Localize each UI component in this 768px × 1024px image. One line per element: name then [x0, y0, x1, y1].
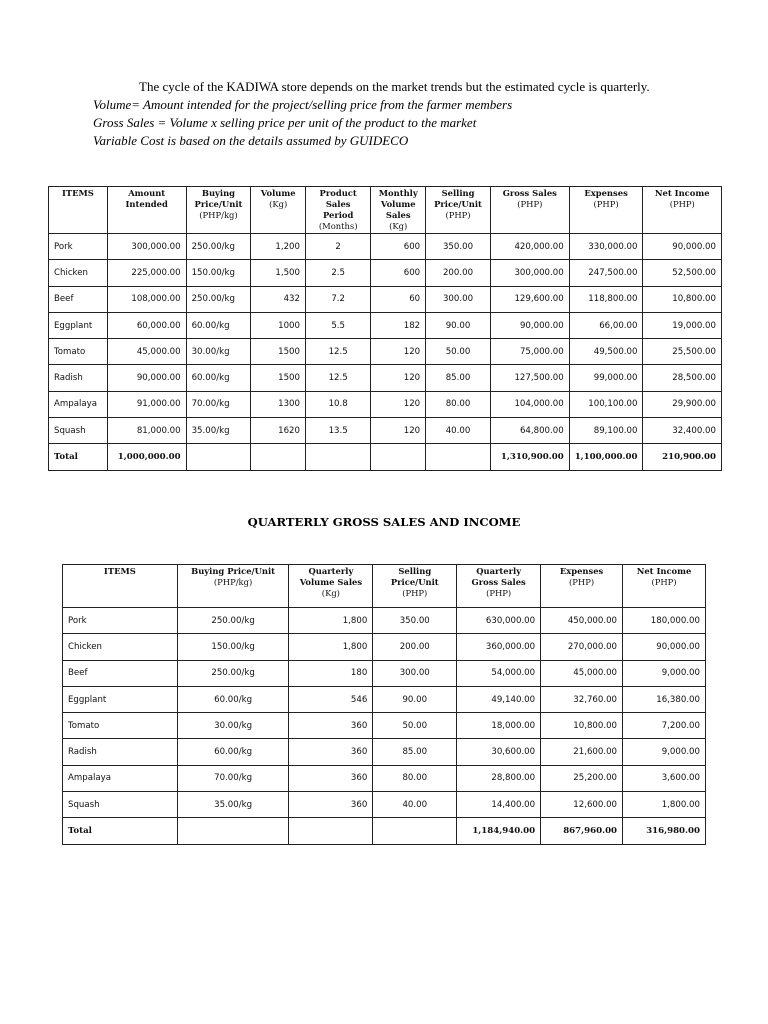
table-cell: 360 — [289, 792, 373, 818]
table-cell — [305, 444, 370, 470]
table-row — [49, 391, 722, 417]
table-cell: 450,000.00 — [541, 608, 623, 634]
table-cell: 250.00/kg — [186, 286, 251, 312]
table-cell: 35.00/kg — [186, 418, 251, 444]
table-cell: 30,600.00 — [457, 739, 541, 765]
header-label: Selling Price/Unit — [434, 188, 482, 209]
item-name-cell: Total — [63, 818, 178, 844]
table-cell: 867,960.00 — [541, 818, 623, 844]
table-cell: 80.00 — [373, 765, 457, 791]
table-cell: 50.00 — [373, 713, 457, 739]
table-cell: 12.5 — [305, 365, 370, 391]
table-cell: 118,800.00 — [569, 286, 643, 312]
item-name-cell: Beef — [63, 660, 178, 686]
item-name-cell: Eggplant — [49, 312, 108, 338]
table-cell: 60 — [371, 286, 426, 312]
column-header — [569, 187, 643, 234]
table-cell: 250.00/kg — [177, 608, 289, 634]
table-cell: 247,500.00 — [569, 260, 643, 286]
table-cell: 19,000.00 — [643, 312, 722, 338]
table-cell: 2.5 — [305, 260, 370, 286]
table-cell: 129,600.00 — [490, 286, 569, 312]
table-cell: 49,500.00 — [569, 339, 643, 365]
table-cell: 45,000.00 — [541, 660, 623, 686]
table-cell: 5.5 — [305, 312, 370, 338]
header-label: Buying Price/Unit — [191, 566, 276, 576]
table-cell: 1,800 — [289, 608, 373, 634]
header-unit: (PHP) — [593, 199, 619, 209]
table-cell: 10,800.00 — [643, 286, 722, 312]
table-cell: 25,200.00 — [541, 765, 623, 791]
table-cell: 150.00/kg — [177, 634, 289, 660]
table-row — [63, 686, 706, 712]
header-unit: (Months) — [318, 221, 358, 231]
table-cell: 70.00/kg — [177, 765, 289, 791]
table-cell: 300,000.00 — [107, 234, 186, 260]
table-cell: 600 — [371, 260, 426, 286]
table-cell: 32,760.00 — [541, 686, 623, 712]
table-cell: 1,800.00 — [623, 792, 706, 818]
table-cell: 28,500.00 — [643, 365, 722, 391]
table-cell: 200.00 — [426, 260, 491, 286]
table-cell — [426, 444, 491, 470]
total-row — [63, 818, 706, 844]
table-cell — [186, 444, 251, 470]
table-cell: 85.00 — [426, 365, 491, 391]
table-cell: 7,200.00 — [623, 713, 706, 739]
intro-paragraph: The cycle of the KADIWA store depends on the market trends but the estimated cycle is quarterly. — [139, 79, 650, 94]
table-cell: 1300 — [251, 391, 306, 417]
note-variable-cost: Variable Cost is based on the details assumed by GUIDECO — [93, 133, 409, 148]
table-cell: 1500 — [251, 365, 306, 391]
table-cell: 99,000.00 — [569, 365, 643, 391]
table-cell: 9,000.00 — [623, 739, 706, 765]
header-label: ITEMS — [61, 188, 94, 198]
table-row — [63, 792, 706, 818]
header-label: Quarterly Gross Sales — [471, 566, 526, 587]
header-label: ITEMS — [103, 566, 136, 576]
item-name-cell: Squash — [63, 792, 178, 818]
intro-text — [93, 78, 693, 150]
item-name-cell: Pork — [49, 234, 108, 260]
table-cell: 49,140.00 — [457, 686, 541, 712]
table-cell: 630,000.00 — [457, 608, 541, 634]
table-cell: 120 — [371, 365, 426, 391]
table-cell: 100,100.00 — [569, 391, 643, 417]
table-cell: 316,980.00 — [623, 818, 706, 844]
table-cell: 104,000.00 — [490, 391, 569, 417]
header-unit: (Kg) — [269, 199, 288, 209]
table-cell: 600 — [371, 234, 426, 260]
table-cell: 200.00 — [373, 634, 457, 660]
table-cell: 210,900.00 — [643, 444, 722, 470]
table-cell: 225,000.00 — [107, 260, 186, 286]
column-header — [623, 565, 706, 608]
table-cell: 30.00/kg — [177, 713, 289, 739]
column-header — [643, 187, 722, 234]
header-unit: (Kg) — [321, 588, 340, 598]
table-cell: 1620 — [251, 418, 306, 444]
table-cell: 54,000.00 — [457, 660, 541, 686]
table-row — [63, 660, 706, 686]
table-cell: 270,000.00 — [541, 634, 623, 660]
table-cell: 21,600.00 — [541, 739, 623, 765]
table-cell: 432 — [251, 286, 306, 312]
table-cell: 91,000.00 — [107, 391, 186, 417]
table-cell: 2 — [305, 234, 370, 260]
header-label: Net Income — [636, 566, 692, 576]
column-header — [426, 187, 491, 234]
quarterly-sales-table — [62, 564, 706, 845]
column-header — [289, 565, 373, 608]
column-header — [107, 187, 186, 234]
table-cell: 10.8 — [305, 391, 370, 417]
table-cell: 250.00/kg — [177, 660, 289, 686]
column-header — [251, 187, 306, 234]
table-cell: 10,800.00 — [541, 713, 623, 739]
table-cell: 28,800.00 — [457, 765, 541, 791]
header-label: Selling Price/Unit — [390, 566, 439, 587]
table-cell: 29,900.00 — [643, 391, 722, 417]
table-row — [49, 260, 722, 286]
table-cell: 350.00 — [373, 608, 457, 634]
table-cell: 150.00/kg — [186, 260, 251, 286]
table-cell: 120 — [371, 418, 426, 444]
item-name-cell: Tomato — [63, 713, 178, 739]
table-cell: 12.5 — [305, 339, 370, 365]
column-header — [373, 565, 457, 608]
table-cell: 25,500.00 — [643, 339, 722, 365]
table-cell: 120 — [371, 339, 426, 365]
table-cell: 64,800.00 — [490, 418, 569, 444]
header-label: Quarterly Volume Sales — [299, 566, 363, 587]
header-unit: (PHP) — [486, 588, 512, 598]
header-unit: (PHP) — [651, 577, 677, 587]
table-cell: 90,000.00 — [643, 234, 722, 260]
column-header — [177, 565, 289, 608]
table-cell: 60.00/kg — [186, 365, 251, 391]
header-label: Buying Price/Unit — [194, 188, 243, 209]
table-cell: 1,100,000.00 — [569, 444, 643, 470]
table-cell: 1,000,000.00 — [107, 444, 186, 470]
table-cell: 1,310,900.00 — [490, 444, 569, 470]
column-header — [186, 187, 251, 234]
table-cell: 350.00 — [426, 234, 491, 260]
table-row — [63, 739, 706, 765]
table-cell — [177, 818, 289, 844]
column-header — [63, 565, 178, 608]
column-header — [305, 187, 370, 234]
table-cell: 1000 — [251, 312, 306, 338]
table-cell: 50.00 — [426, 339, 491, 365]
header-unit: (PHP) — [669, 199, 695, 209]
table-cell: 1,800 — [289, 634, 373, 660]
table-cell: 14,400.00 — [457, 792, 541, 818]
table-cell: 127,500.00 — [490, 365, 569, 391]
table-cell: 180,000.00 — [623, 608, 706, 634]
item-name-cell: Total — [49, 444, 108, 470]
table-cell: 182 — [371, 312, 426, 338]
table-cell: 300,000.00 — [490, 260, 569, 286]
column-header — [457, 565, 541, 608]
column-header — [49, 187, 108, 234]
item-name-cell: Radish — [63, 739, 178, 765]
item-name-cell: Chicken — [63, 634, 178, 660]
table-cell: 360 — [289, 765, 373, 791]
item-name-cell: Ampalaya — [63, 765, 178, 791]
header-unit: (PHP) — [517, 199, 543, 209]
table-cell: 32,400.00 — [643, 418, 722, 444]
table-cell: 9,000.00 — [623, 660, 706, 686]
header-label: Net Income — [654, 188, 710, 198]
table-cell: 60,000.00 — [107, 312, 186, 338]
table-cell: 12,600.00 — [541, 792, 623, 818]
table-cell: 360 — [289, 713, 373, 739]
table-cell: 66,00.00 — [569, 312, 643, 338]
table-cell: 90,000.00 — [623, 634, 706, 660]
table-cell: 30.00/kg — [186, 339, 251, 365]
table-cell — [373, 818, 457, 844]
table-cell: 70.00/kg — [186, 391, 251, 417]
table-row — [49, 312, 722, 338]
table-cell: 1,184,940.00 — [457, 818, 541, 844]
table-cell: 90.00 — [373, 686, 457, 712]
table-cell: 16,380.00 — [623, 686, 706, 712]
header-unit: (PHP/kg) — [213, 577, 253, 587]
table-cell: 1,500 — [251, 260, 306, 286]
note-volume: Volume= Amount intended for the project/selling price from the farmer members — [93, 97, 513, 112]
table-cell: 80.00 — [426, 391, 491, 417]
header-label: Expenses — [559, 566, 604, 576]
table-cell: 330,000.00 — [569, 234, 643, 260]
table-cell: 85.00 — [373, 739, 457, 765]
header-label: Gross Sales — [502, 188, 557, 198]
table-cell: 35.00/kg — [177, 792, 289, 818]
table-cell: 250.00/kg — [186, 234, 251, 260]
item-name-cell: Chicken — [49, 260, 108, 286]
table-cell: 90,000.00 — [490, 312, 569, 338]
table-row — [49, 234, 722, 260]
table-cell — [289, 818, 373, 844]
table-cell: 300.00 — [373, 660, 457, 686]
header-unit: (PHP) — [402, 588, 428, 598]
total-row — [49, 444, 722, 470]
header-unit: (Kg) — [389, 221, 408, 231]
header-unit: (PHP/kg) — [199, 210, 238, 220]
header-label: Volume — [260, 188, 296, 198]
table-cell: 13.5 — [305, 418, 370, 444]
table-cell: 90.00 — [426, 312, 491, 338]
table-cell: 60.00/kg — [186, 312, 251, 338]
section-title: QUARTERLY GROSS SALES AND INCOME — [247, 515, 521, 529]
table-row — [63, 608, 706, 634]
table-row — [49, 286, 722, 312]
table-cell: 60.00/kg — [177, 686, 289, 712]
table-cell: 18,000.00 — [457, 713, 541, 739]
table-cell: 45,000.00 — [107, 339, 186, 365]
table-cell: 1500 — [251, 339, 306, 365]
table-row — [49, 365, 722, 391]
table-cell: 300.00 — [426, 286, 491, 312]
table-cell: 108,000.00 — [107, 286, 186, 312]
header-unit: (PHP) — [445, 210, 471, 220]
table-cell: 180 — [289, 660, 373, 686]
note-gross-sales: Gross Sales = Volume x selling price per unit of the product to the market — [93, 115, 477, 130]
table-row — [49, 418, 722, 444]
header-label: Amount Intended — [125, 188, 168, 209]
column-header — [371, 187, 426, 234]
table-cell: 7.2 — [305, 286, 370, 312]
table-cell: 546 — [289, 686, 373, 712]
table-row — [63, 765, 706, 791]
header-label: Product Sales Period — [319, 188, 357, 220]
table-cell: 90,000.00 — [107, 365, 186, 391]
item-name-cell: Ampalaya — [49, 391, 108, 417]
table-cell: 75,000.00 — [490, 339, 569, 365]
table-cell: 40.00 — [426, 418, 491, 444]
table-cell: 40.00 — [373, 792, 457, 818]
table-cell — [371, 444, 426, 470]
header-unit: (PHP) — [569, 577, 595, 587]
table-row — [63, 634, 706, 660]
table-row — [63, 713, 706, 739]
item-name-cell: Tomato — [49, 339, 108, 365]
column-header — [490, 187, 569, 234]
table-cell: 3,600.00 — [623, 765, 706, 791]
table-cell: 60.00/kg — [177, 739, 289, 765]
table-row — [49, 339, 722, 365]
table-cell: 52,500.00 — [643, 260, 722, 286]
item-name-cell: Eggplant — [63, 686, 178, 712]
header-label: Monthly Volume Sales — [378, 188, 418, 220]
item-name-cell: Squash — [49, 418, 108, 444]
table-cell: 420,000.00 — [490, 234, 569, 260]
item-name-cell: Beef — [49, 286, 108, 312]
item-name-cell: Pork — [63, 608, 178, 634]
table-cell: 89,100.00 — [569, 418, 643, 444]
table-cell: 81,000.00 — [107, 418, 186, 444]
item-name-cell: Radish — [49, 365, 108, 391]
table-cell: 120 — [371, 391, 426, 417]
table-cell: 360 — [289, 739, 373, 765]
header-label: Expenses — [584, 188, 628, 198]
table-cell: 1,200 — [251, 234, 306, 260]
column-header — [541, 565, 623, 608]
monthly-sales-table — [48, 186, 722, 471]
table-cell — [251, 444, 306, 470]
table-cell: 360,000.00 — [457, 634, 541, 660]
